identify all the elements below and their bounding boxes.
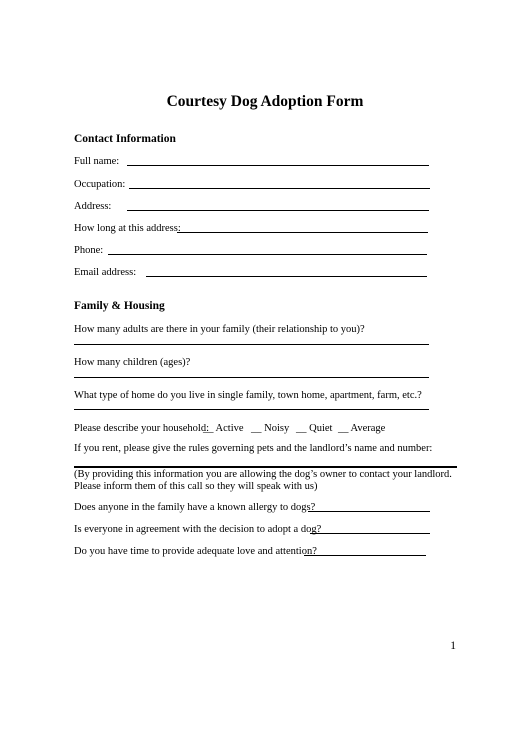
adults-field[interactable] [74,344,429,345]
household-option-active[interactable]: __ Active [203,423,244,434]
household-option-noisy[interactable]: __ Noisy [251,423,290,434]
email-label: Email address: [74,267,137,278]
full-name-label: Full name: [74,156,120,167]
home-type-question: What type of home do you live in single family, town home, apartment, farm, etc.? [74,390,422,401]
agreement-field[interactable] [310,533,430,534]
email-field[interactable] [146,276,427,277]
how-long-label: How long at this address: [74,223,181,234]
household-option-quiet[interactable]: __ Quiet [296,423,333,434]
allergy-field[interactable] [308,511,430,512]
time-field[interactable] [304,555,426,556]
rent-field[interactable] [74,466,457,468]
agreement-question: Is everyone in agreement with the decision to adopt a dog? [74,524,322,535]
rent-question: If you rent, please give the rules governing pets and the landlord’s name and number: [74,443,433,454]
full-name-field[interactable] [127,165,429,166]
rent-note: (By providing this information you are allowing the dog’s owner to contact your landlord. Please inform them of this call so they will speak with us) [74,469,452,492]
occupation-field[interactable] [129,188,430,189]
children-question: How many children (ages)? [74,357,191,368]
adults-question: How many adults are there in your family (their relationship to you)? [74,324,365,335]
family-section-heading: Family & Housing [74,300,165,312]
occupation-label: Occupation: [74,179,126,190]
allergy-question: Does anyone in the family have a known allergy to dogs? [74,502,316,513]
phone-field[interactable] [108,254,427,255]
phone-label: Phone: [74,245,104,256]
address-label: Address: [74,201,112,212]
time-question: Do you have time to provide adequate love and attention? [74,546,317,557]
children-field[interactable] [74,377,429,378]
household-label: Please describe your household: [74,423,210,434]
how-long-field[interactable] [177,232,428,233]
page-number: 1 [450,640,456,652]
home-type-field[interactable] [74,409,429,410]
household-option-average[interactable]: __ Average [338,423,386,434]
form-title: Courtesy Dog Adoption Form [166,93,364,110]
address-field[interactable] [127,210,429,211]
contact-section-heading: Contact Information [74,133,176,145]
